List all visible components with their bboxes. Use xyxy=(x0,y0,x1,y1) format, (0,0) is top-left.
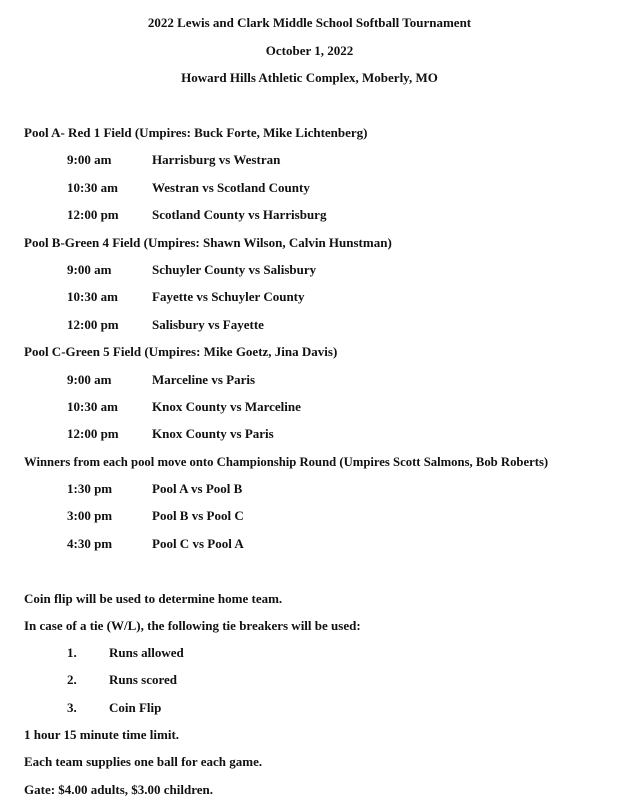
pool-b-game-3-time: 12:00 pm xyxy=(67,317,119,332)
pool-c-game-3-time: 12:00 pm xyxy=(67,426,119,441)
pool-c-game-1-time: 9:00 am xyxy=(67,372,112,387)
time-limit-rule: 1 hour 15 minute time limit. xyxy=(24,727,180,742)
coin-flip-rule: Coin flip will be used to determine home team. xyxy=(24,591,283,606)
pool-b-game-1-match: Schuyler County vs Salisbury xyxy=(152,262,317,277)
pool-c-heading: Pool C-Green 5 Field (Umpires: Mike Goetz, Jina Davis) xyxy=(24,344,338,359)
championship-game-2-match: Pool B vs Pool C xyxy=(152,508,244,523)
tie-breaker-2-number: 2. xyxy=(67,672,77,687)
tie-breaker-1-text: Runs allowed xyxy=(109,645,184,660)
pool-b-game-1-time: 9:00 am xyxy=(67,262,112,277)
championship-game-3-match: Pool C vs Pool A xyxy=(152,536,244,551)
tie-breaker-1-number: 1. xyxy=(67,645,77,660)
pool-b-game-2-match: Fayette vs Schuyler County xyxy=(152,289,305,304)
pool-c-game-3-match: Knox County vs Paris xyxy=(152,426,274,441)
pool-a-game-3-time: 12:00 pm xyxy=(67,207,119,222)
document-title: 2022 Lewis and Clark Middle School Softball Tournament xyxy=(147,15,472,30)
pool-c-game-2-match: Knox County vs Marceline xyxy=(152,399,301,414)
event-date: October 1, 2022 xyxy=(265,43,354,58)
ball-supply-rule: Each team supplies one ball for each game. xyxy=(24,754,263,769)
pool-c-game-2-time: 10:30 am xyxy=(67,399,118,414)
pool-a-game-3-match: Scotland County vs Harrisburg xyxy=(152,207,327,222)
pool-b-heading: Pool B-Green 4 Field (Umpires: Shawn Wilson, Calvin Hunstman) xyxy=(24,235,392,250)
championship-game-1-time: 1:30 pm xyxy=(67,481,113,496)
event-location: Howard Hills Athletic Complex, Moberly, MO xyxy=(181,70,438,85)
tie-breaker-3-number: 3. xyxy=(67,700,77,715)
pool-b-game-3-match: Salisbury vs Fayette xyxy=(152,317,264,332)
tie-breaker-intro: In case of a tie (W/L), the following tie breakers will be used: xyxy=(24,618,361,633)
pool-a-heading: Pool A- Red 1 Field (Umpires: Buck Forte, Mike Lichtenberg) xyxy=(24,125,368,140)
gate-price-rule: Gate: $4.00 adults, $3.00 children. xyxy=(24,782,213,797)
pool-c-game-1-match: Marceline vs Paris xyxy=(152,372,256,387)
pool-b-game-2-time: 10:30 am xyxy=(67,289,118,304)
tie-breaker-3-text: Coin Flip xyxy=(109,700,162,715)
pool-a-game-2-match: Westran vs Scotland County xyxy=(152,180,310,195)
championship-game-2-time: 3:00 pm xyxy=(67,508,113,523)
championship-game-1-match: Pool A vs Pool B xyxy=(152,481,243,496)
pool-a-game-1-time: 9:00 am xyxy=(67,152,112,167)
pool-a-game-2-time: 10:30 am xyxy=(67,180,118,195)
tie-breaker-2-text: Runs scored xyxy=(109,672,178,687)
championship-heading: Winners from each pool move onto Championship Round (Umpires Scott Salmons, Bob Roberts) xyxy=(24,455,549,469)
championship-game-3-time: 4:30 pm xyxy=(67,536,113,551)
pool-a-game-1-match: Harrisburg vs Westran xyxy=(152,152,281,167)
